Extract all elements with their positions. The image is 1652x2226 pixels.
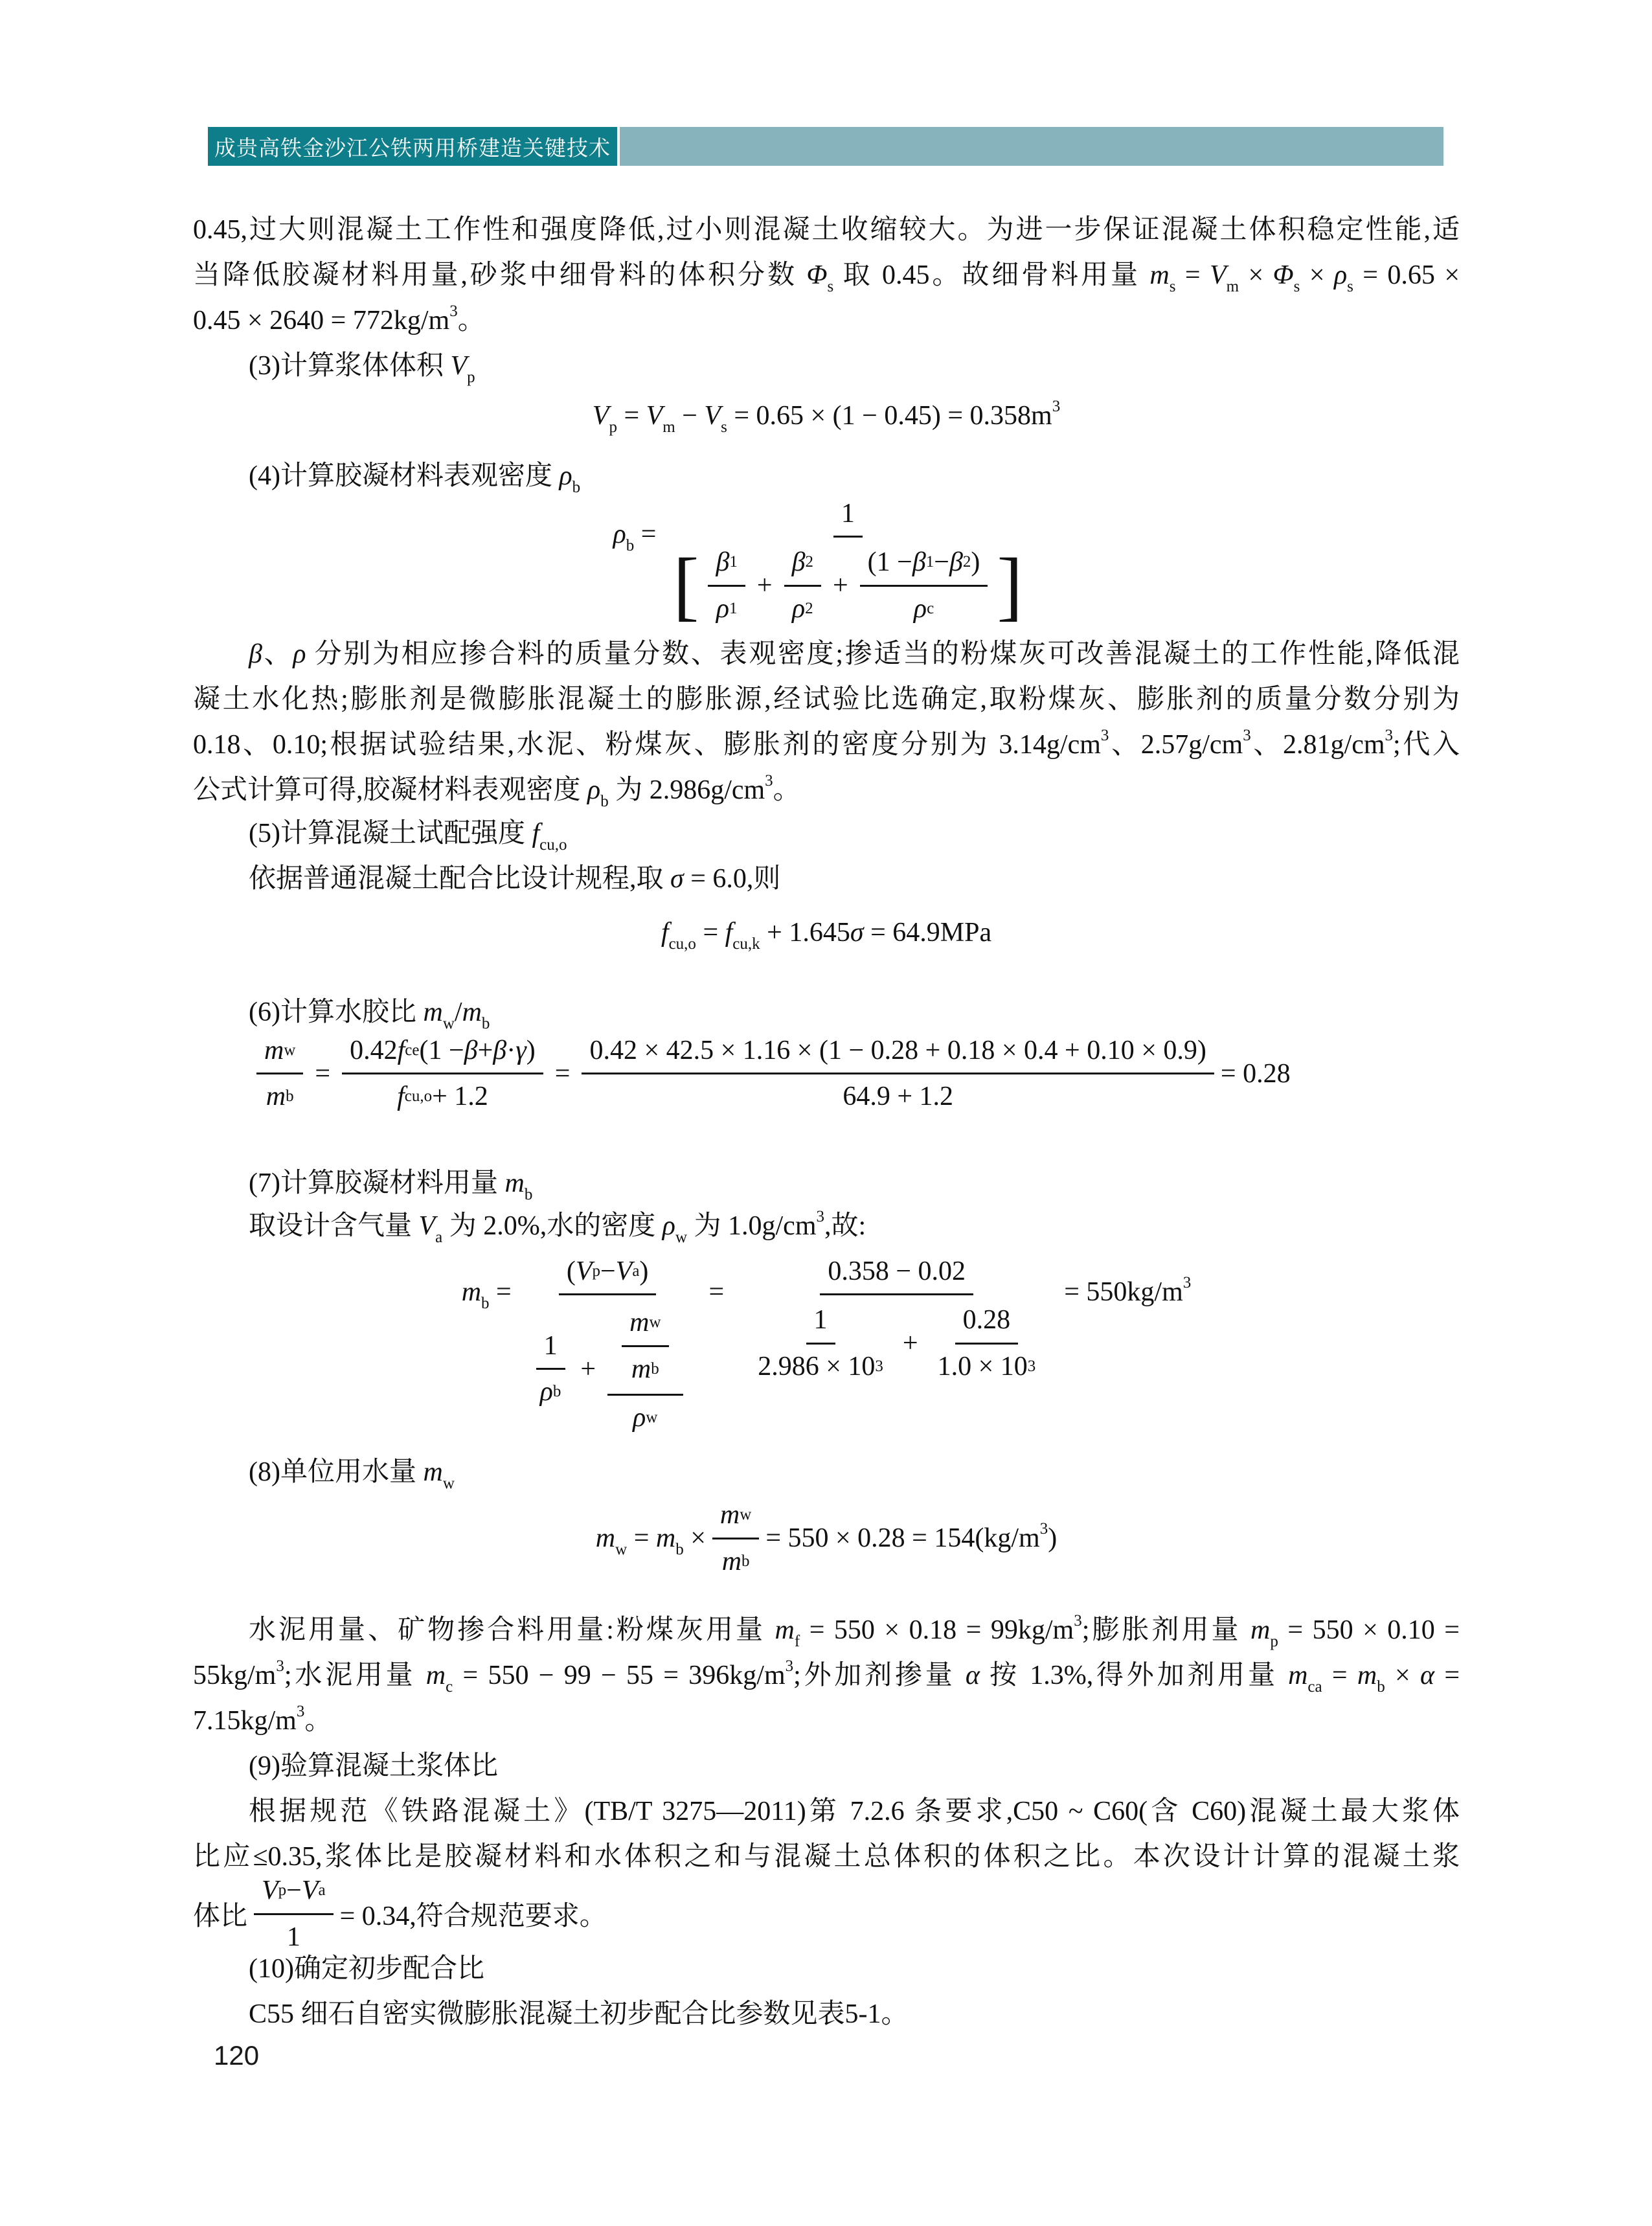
sup-index: 3 <box>816 1208 824 1225</box>
text-run: (7)计算胶凝材料用量 <box>249 1168 505 1198</box>
var: ρ <box>613 519 626 549</box>
display-formula-binder-density <box>193 495 1460 628</box>
fraction <box>256 1032 303 1115</box>
section-heading <box>193 1743 1460 1789</box>
sub-index: b <box>626 537 635 554</box>
display-formula-paste-volume <box>193 386 1460 446</box>
text-run: 1 <box>841 499 855 528</box>
var: m <box>595 1523 616 1553</box>
sup-index: 3 <box>276 1657 284 1675</box>
text-run: − <box>675 401 705 431</box>
var: m <box>1149 260 1170 290</box>
numerator <box>820 1253 973 1295</box>
text-run: 2.986 × 10 <box>758 1351 876 1381</box>
body-line <box>193 253 1460 298</box>
fraction <box>750 1302 891 1385</box>
sup-index: 3 <box>1052 398 1061 415</box>
equals-op: = <box>315 1058 331 1089</box>
var: m <box>721 1546 742 1576</box>
display-formula-trial-strength <box>193 907 1460 959</box>
body-line <box>193 631 1460 677</box>
text-run: 、2.81g/cm <box>1250 730 1385 760</box>
text-run: 0.18、0.10;根据试验结果,水泥、粉煤灰、膨胀剂的密度分别为 3.14g/cm <box>193 730 1101 760</box>
math-result: = 0.28 <box>1220 1058 1291 1089</box>
var: β <box>949 547 963 578</box>
text-run: 1.0 × 10 <box>937 1351 1028 1381</box>
text-run: 0.45 × 2640 = 772kg/m <box>193 306 450 335</box>
fraction <box>582 1032 1214 1115</box>
text-run: 1 <box>813 1305 828 1335</box>
var: V <box>450 351 468 381</box>
var: m <box>1357 1661 1377 1690</box>
equals-op: = <box>634 519 657 549</box>
text-run: 1 <box>543 1330 558 1361</box>
text-run: = <box>617 401 646 431</box>
text-run: = 550 − 99 − 55 = 396kg/m <box>453 1661 786 1690</box>
body-line <box>193 1698 1460 1743</box>
sub-index: cu,k <box>732 935 760 953</box>
text-run: ,故: <box>824 1211 866 1241</box>
text-run: 。 <box>773 775 800 805</box>
sub-index: b <box>572 479 581 496</box>
sub-index: p <box>609 418 617 436</box>
text-run: 0.45,过大则混凝土工作性和强度降低,过小则混凝土收缩较大。为进一步保证混凝土体积稳定性能,适 <box>193 215 1460 245</box>
var: m <box>775 1615 795 1645</box>
text-run: 64.9 + 1.2 <box>843 1082 954 1111</box>
text-run: + 1.645 <box>760 918 850 948</box>
var: m <box>462 997 482 1027</box>
text-run: 比应≤0.35,浆体比是胶凝材料和水体积之和与混凝土总体积的体积之比。本次设计计算的混凝土浆 <box>193 1842 1460 1872</box>
text-run: 为 2.986g/cm <box>608 775 765 805</box>
fraction <box>342 1032 543 1115</box>
text-run: ) <box>971 547 980 578</box>
text-run: + <box>477 1035 493 1065</box>
text-run: 公式计算可得,胶凝材料表观密度 <box>193 775 588 805</box>
text-run: = 550 × 0.28 = 154(kg/m <box>765 1523 1040 1553</box>
text-run: / <box>454 997 462 1027</box>
var: ρ <box>633 1402 646 1433</box>
page-number: 120 <box>214 2040 260 2071</box>
right-bracket: ] <box>997 542 1023 629</box>
text-run: 取 0.45。故细骨料用量 <box>833 260 1150 290</box>
var: ρ <box>1333 260 1348 290</box>
numerator: β 2 <box>784 544 821 586</box>
display-formula-binder-content <box>193 1253 1460 1448</box>
text-run: ) <box>526 1035 536 1065</box>
body-line <box>193 767 1460 813</box>
sub-index: s <box>827 278 834 295</box>
section-heading <box>193 1449 1460 1495</box>
sub-index: cu,o <box>668 935 696 953</box>
text-run: × <box>1300 260 1334 290</box>
sub-index: p <box>467 369 475 386</box>
body-line <box>193 1203 1460 1249</box>
text-run: 7.15kg/m <box>193 1706 297 1736</box>
text-run: 根据规范《铁路混凝土》(TB/T 3275—2011)第 7.2.6 条要求,C50 ~ C60(含 C60)混凝土最大浆体 <box>249 1797 1460 1826</box>
var: V <box>615 1256 633 1286</box>
var: Φ <box>1273 260 1294 290</box>
text-run: (10)确定初步配合比 <box>249 1954 484 1984</box>
text-run: = 0.65 × (1 − 0.45) = 0.358m <box>727 401 1052 431</box>
sub-index: ca <box>1307 1678 1322 1696</box>
var: ρ <box>559 461 572 491</box>
body-line <box>193 298 1460 343</box>
math-result <box>765 1520 1058 1554</box>
var: m <box>719 1500 740 1530</box>
text-run: 水泥用量、矿物掺合料用量:粉煤灰用量 <box>249 1615 775 1645</box>
section-heading <box>193 1161 1460 1206</box>
page-header-band <box>208 127 1443 166</box>
numerator <box>955 1302 1019 1344</box>
math-lhs <box>595 1523 706 1558</box>
numerator: 0.42 f ce (1 − β + β · γ ) <box>342 1032 543 1074</box>
var: m <box>655 1523 676 1553</box>
var: β <box>249 639 262 669</box>
sub-index: cu,o <box>539 836 567 854</box>
sub-index: f <box>794 1633 800 1650</box>
text-run: = 6.0,则 <box>683 864 781 894</box>
equals-op: = <box>554 1058 571 1089</box>
text-run: = 550 × 0.10 = <box>1278 1615 1460 1645</box>
var: β <box>791 547 806 578</box>
var: m <box>629 1308 650 1338</box>
text-run: = 550kg/m <box>1064 1277 1183 1307</box>
text-run: + 1.2 <box>432 1082 488 1111</box>
sub-index: w <box>442 1015 455 1032</box>
body-line <box>193 722 1460 767</box>
fraction <box>708 544 745 627</box>
var: V <box>592 401 609 431</box>
var: ρ <box>587 775 601 805</box>
denominator: ρ c <box>913 593 934 624</box>
denominator: ρ 1 <box>716 593 738 624</box>
numerator: ( V p − V a ) <box>559 1253 657 1295</box>
var: f <box>532 819 540 848</box>
var: m <box>461 1277 482 1307</box>
numerator <box>607 1302 683 1396</box>
sup-index: 3 <box>449 302 458 320</box>
body-line <box>193 1789 1460 1834</box>
var: f <box>397 1035 405 1065</box>
text-run: C55 细石自密实微膨胀混凝土初步配合比参数见表5-1。 <box>249 1999 909 2029</box>
var: m <box>504 1168 525 1198</box>
text-run: 依据普通混凝土配合比设计规程,取 <box>249 864 671 894</box>
var: f <box>397 1082 405 1111</box>
var: Φ <box>806 260 828 290</box>
sub-index: s <box>1293 278 1300 295</box>
text-run: · <box>506 1035 516 1065</box>
var: m <box>631 1354 651 1384</box>
numerator <box>833 495 863 538</box>
equals-op: = <box>489 1277 512 1307</box>
denominator: f cu,o + 1.2 <box>397 1082 488 1111</box>
denominator: ρ b <box>539 1377 561 1407</box>
text-run: 当降低胶凝材料用量,砂浆中细骨料的体积分数 <box>193 260 807 290</box>
sub-index: b <box>524 1186 533 1203</box>
denominator <box>736 1295 1058 1387</box>
var: V <box>575 1256 593 1286</box>
denominator: m b <box>266 1082 294 1111</box>
text-run: 取设计含气量 <box>249 1211 419 1241</box>
text-run: ;外加剂掺量 <box>793 1661 966 1690</box>
text-run: = <box>1175 260 1210 290</box>
fraction <box>662 495 1033 630</box>
text-run: 0.42 <box>350 1035 398 1065</box>
text-run: 、 <box>262 639 293 669</box>
text-run: × <box>1385 1661 1421 1690</box>
sup-index: 3 <box>1039 1520 1048 1538</box>
var: ρ <box>791 593 806 624</box>
var: m <box>264 1035 284 1065</box>
text-run: 1 <box>286 1922 300 1952</box>
denominator <box>518 1295 697 1438</box>
var: f <box>725 918 733 948</box>
text-run: 分别为相应掺合料的质量分数、表观密度;掺适当的粉煤灰可改善混凝土的工作性能,降低混 <box>306 639 1460 669</box>
plus-op: + <box>902 1328 918 1358</box>
sub-index: w <box>442 1475 455 1492</box>
sup-index: 3 <box>1243 727 1251 744</box>
header-title-box <box>208 127 617 166</box>
section-heading <box>193 343 1460 389</box>
var: β <box>716 547 730 578</box>
text-run: ) <box>1048 1523 1058 1553</box>
sup-index: 3 <box>785 1657 794 1675</box>
numerator: V p − V a <box>254 1872 334 1914</box>
fraction <box>532 1328 569 1411</box>
text-run: × <box>1239 260 1273 290</box>
denominator: 2.986 × 10 3 <box>758 1351 883 1381</box>
text-run: 55kg/m <box>193 1661 277 1690</box>
var: V <box>301 1876 319 1906</box>
denominator: ρ 2 <box>791 593 813 624</box>
var: ρ <box>913 593 927 624</box>
sup-index: 3 <box>1074 1612 1082 1630</box>
math-lhs <box>613 519 657 554</box>
text-run: ;代入 <box>1393 730 1460 760</box>
text-run: 0.42 × 42.5 × 1.16 × (1 − 0.28 + 0.18 × 0.4 + 0.10 × 0.9) <box>589 1035 1206 1065</box>
section-heading <box>193 453 1460 499</box>
var: β <box>493 1035 507 1065</box>
var: V <box>418 1211 436 1241</box>
text-run: ;膨胀剂用量 <box>1081 1615 1250 1645</box>
var: V <box>1210 260 1227 290</box>
plus-op: + <box>832 570 848 600</box>
var: m <box>423 997 443 1027</box>
plus-op: + <box>756 570 773 600</box>
numerator: β 1 <box>708 544 745 586</box>
sup-index: 3 <box>296 1703 305 1720</box>
sub-index: b <box>675 1541 684 1558</box>
text-run: 0.358 − 0.02 <box>828 1256 966 1286</box>
var: V <box>262 1876 278 1906</box>
sub-index: p <box>1270 1633 1278 1650</box>
text-run: = 550 × 0.18 = 99kg/m <box>800 1615 1074 1645</box>
text-run: − <box>934 547 949 578</box>
var: m <box>425 1661 446 1690</box>
body-line <box>193 1653 1460 1698</box>
var: β <box>464 1035 478 1065</box>
text-run: (5)计算混凝土试配强度 <box>249 819 532 848</box>
text-run: ;水泥用量 <box>284 1661 426 1690</box>
denominator <box>662 538 1033 630</box>
numerator <box>806 1302 835 1344</box>
var: V <box>646 401 663 431</box>
numerator <box>536 1328 565 1370</box>
body-line <box>193 1992 1460 2037</box>
sup-index: 3 <box>1100 727 1109 744</box>
text-run: (6)计算水胶比 <box>249 997 424 1027</box>
text-run: 0.28 <box>962 1305 1011 1335</box>
display-formula-unit-water <box>193 1490 1460 1587</box>
text-run: (4)计算胶凝材料表观密度 <box>249 461 560 491</box>
var: f <box>661 918 669 948</box>
sub-index: c <box>446 1678 453 1696</box>
var: ρ <box>716 593 729 624</box>
var: ρ <box>293 639 306 669</box>
numerator: m w <box>712 1497 759 1539</box>
text-run: 。 <box>457 306 485 335</box>
text-run: = 64.9MPa <box>863 918 992 948</box>
numerator: m w <box>622 1304 668 1346</box>
body-line-with-fraction <box>193 1875 1460 1953</box>
var: β <box>912 547 926 578</box>
sub-index: m <box>662 418 675 436</box>
sub-index: b <box>600 793 609 810</box>
var: m <box>1288 1661 1308 1690</box>
numerator <box>582 1032 1214 1074</box>
sup-index: 3 <box>1182 1274 1192 1291</box>
sub-index: s <box>721 418 727 436</box>
text-run: (1 − <box>419 1035 464 1065</box>
fraction <box>622 1304 668 1387</box>
var: V <box>704 401 721 431</box>
denominator <box>835 1074 961 1115</box>
var: α <box>1420 1661 1435 1690</box>
var: m <box>423 1457 443 1487</box>
sub-index: m <box>1226 278 1239 295</box>
denominator: 1.0 × 10 3 <box>937 1351 1036 1381</box>
text-run: 、2.57g/cm <box>1109 730 1243 760</box>
text-run: 凝土水化热;膨胀剂是微膨胀混凝土的膨胀源,经试验比选确定,取粉煤灰、膨胀剂的质量分数分别为 <box>193 685 1460 714</box>
text-run: = 0.65 × <box>1353 260 1460 290</box>
text-run: = 0.34,符合规范要求。 <box>339 1902 607 1931</box>
var: m <box>1250 1615 1271 1645</box>
text-run: (8)单位用水量 <box>249 1457 424 1487</box>
var: m <box>266 1082 286 1111</box>
header-title: 成贵高铁金沙江公铁两用桥建造关键技术 <box>214 135 611 160</box>
fraction <box>784 544 821 627</box>
text-run: 体比 <box>193 1902 248 1931</box>
text-run: − <box>286 1876 302 1906</box>
body-line <box>193 207 1460 253</box>
fraction <box>860 544 988 627</box>
math-lhs <box>461 1277 512 1312</box>
body-line <box>193 856 1460 902</box>
denominator: m b <box>721 1546 750 1576</box>
sub-index: w <box>615 1541 628 1558</box>
text-run: (1 − <box>867 547 912 578</box>
text-run: = <box>1434 1661 1460 1690</box>
fraction <box>712 1497 759 1580</box>
header-decor-band <box>620 127 1443 166</box>
text-run: 。 <box>304 1706 332 1736</box>
var: ρ <box>662 1211 675 1241</box>
section-heading <box>193 1946 1460 1992</box>
text-run: (3)计算浆体体积 <box>249 351 451 381</box>
display-formula-water-binder-ratio <box>193 1023 1460 1124</box>
left-bracket: [ <box>673 542 699 629</box>
var: γ <box>515 1035 526 1065</box>
sup-index: 3 <box>765 772 773 789</box>
text-run: = <box>696 918 725 948</box>
text-run: × <box>683 1523 706 1553</box>
sup-index: 3 <box>1385 727 1394 744</box>
section-heading <box>193 811 1460 856</box>
sub-index: a <box>435 1229 443 1246</box>
fraction <box>607 1302 683 1436</box>
fraction <box>736 1253 1058 1387</box>
text-run: 为 1.0g/cm <box>687 1211 817 1241</box>
sub-index: s <box>1169 278 1176 295</box>
fraction <box>930 1302 1044 1385</box>
sub-index: b <box>481 1295 490 1312</box>
denominator: ρ w <box>633 1402 658 1433</box>
equals-op: = <box>708 1277 725 1307</box>
text-run: = <box>627 1523 656 1553</box>
body-line <box>193 677 1460 722</box>
text-run: − <box>600 1256 616 1286</box>
text-run: ) <box>639 1256 649 1286</box>
numerator: (1 − β 1 − β 2 ) <box>860 544 988 586</box>
sub-index: b <box>481 1015 490 1032</box>
var: σ <box>850 918 864 948</box>
body-line <box>193 1607 1460 1653</box>
numerator: m w <box>256 1032 303 1074</box>
text-run: 为 2.0%,水的密度 <box>442 1211 662 1241</box>
fraction <box>254 1872 334 1955</box>
text-run: (9)验算混凝土浆体比 <box>249 1751 498 1781</box>
text-run: = <box>1322 1661 1357 1690</box>
denominator: m b <box>631 1354 659 1384</box>
sub-index: b <box>1377 1678 1385 1696</box>
var: α <box>965 1661 980 1690</box>
math-result <box>1064 1274 1192 1308</box>
plus-op: + <box>580 1354 596 1384</box>
sub-index: s <box>1347 278 1353 295</box>
body-line <box>193 1834 1460 1880</box>
text-run: 按 1.3%,得外加剂用量 <box>979 1661 1289 1690</box>
var: σ <box>670 864 684 894</box>
var: ρ <box>539 1377 553 1407</box>
fraction <box>518 1253 697 1438</box>
text-run: ( <box>566 1256 576 1286</box>
sub-index: w <box>675 1229 688 1246</box>
